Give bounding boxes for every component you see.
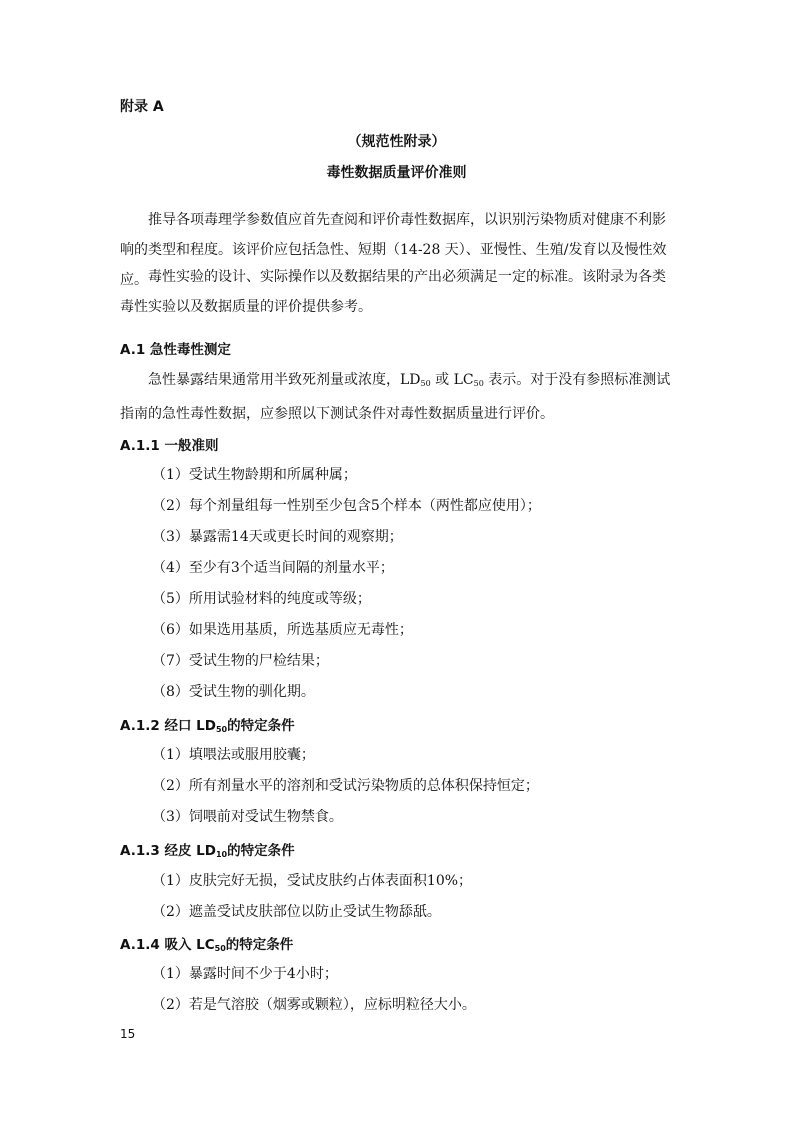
appendix-title: 附录 A bbox=[120, 99, 164, 115]
a13-item-1: （1）皮肤完好无损，受试皮肤约占体表面积10%； bbox=[152, 873, 473, 889]
a13-heading-sub: 10 bbox=[215, 850, 228, 859]
a12-item-3: （3）饲喂前对受试生物禁食。 bbox=[152, 809, 343, 825]
page-number: 15 bbox=[120, 1027, 136, 1041]
a12-heading-post: 的特定条件 bbox=[227, 718, 295, 734]
ld-symbol: LD bbox=[400, 372, 421, 388]
a1-text-start: 急性暴露结果通常用半致死剂量或浓度， bbox=[148, 372, 400, 388]
a11-item-3: （3）暴露需14天或更长时间的观察期； bbox=[152, 529, 403, 545]
a1-text-end: 表示。对于没有参照标准测试指南的急性毒性数据，应参照以下测试条件对毒性数据质量进行评价。 bbox=[120, 372, 671, 422]
a11-item-5: （5）所用试验材料的纯度或等级； bbox=[152, 591, 371, 607]
a12-heading-pre: A.1.2 经口 LD bbox=[120, 718, 216, 734]
a11-item-8: （8）受试生物的驯化期。 bbox=[152, 684, 315, 700]
a14-heading-sub: 50 bbox=[214, 944, 226, 953]
section-a13-heading bbox=[120, 839, 295, 859]
a11-item-4: （4）至少有3个适当间隔的剂量水平； bbox=[152, 560, 394, 576]
appendix-main-title: 毒性数据质量评价准则 bbox=[326, 165, 467, 181]
section-a1-heading: A.1 急性毒性测定 bbox=[120, 342, 231, 358]
appendix-subtitle: （规范性附录） bbox=[347, 134, 446, 150]
a12-item-1: （1）填喂法或服用胶囊； bbox=[152, 747, 315, 763]
a14-item-2: （2）若是气溶胶（烟雾或颗粒），应标明粒径大小。 bbox=[152, 997, 476, 1013]
section-a11-heading: A.1.1 一般准则 bbox=[120, 438, 219, 454]
a11-item-1: （1）受试生物龄期和所属种属； bbox=[152, 467, 357, 483]
section-a12-heading bbox=[120, 714, 295, 734]
a11-item-2: （2）每个剂量组每一性别至少包含5个样本（两性都应使用）； bbox=[152, 498, 541, 514]
a12-heading-sub: 50 bbox=[215, 725, 228, 734]
a11-item-6: （6）如果选用基质，所选基质应无毒性； bbox=[152, 622, 413, 638]
a13-heading-post: 的特定条件 bbox=[227, 843, 295, 859]
lc-symbol: LC bbox=[453, 372, 474, 388]
section-a1-paragraph bbox=[120, 365, 676, 429]
a12-item-2: （2）所有剂量水平的溶剂和受试污染物质的总体积保持恒定； bbox=[152, 778, 539, 794]
ld-subscript: 50 bbox=[420, 379, 431, 388]
section-a14-heading bbox=[120, 933, 293, 953]
a13-item-2: （2）遮盖受试皮肤部位以防止受试生物舔舐。 bbox=[152, 904, 441, 920]
a14-item-1: （1）暴露时间不少于4小时； bbox=[152, 966, 338, 982]
or-text: 或 bbox=[430, 372, 454, 388]
lc-subscript: 50 bbox=[473, 379, 484, 388]
intro-paragraph-1: 推导各项毒理学参数值应首先查阅和评价毒性数据库，以识别污染物质对健康不利影响的类型和程度。该评价应包括急性、短期（14-28 天）、亚慢性、生殖/发育以及慢性效应。 bbox=[120, 212, 667, 288]
a14-heading-pre: A.1.4 吸入 LC bbox=[120, 937, 215, 953]
a13-heading-pre: A.1.3 经皮 LD bbox=[120, 843, 216, 859]
intro-paragraph-2: 毒性实验的设计、实际操作以及数据结果的产出必须满足一定的标准。该附录为各类毒性实验以及数据质量的评价提供参考。 bbox=[120, 269, 666, 315]
a11-item-7: （7）受试生物的尸检结果； bbox=[152, 653, 329, 669]
a14-heading-post: 的特定条件 bbox=[225, 937, 294, 953]
